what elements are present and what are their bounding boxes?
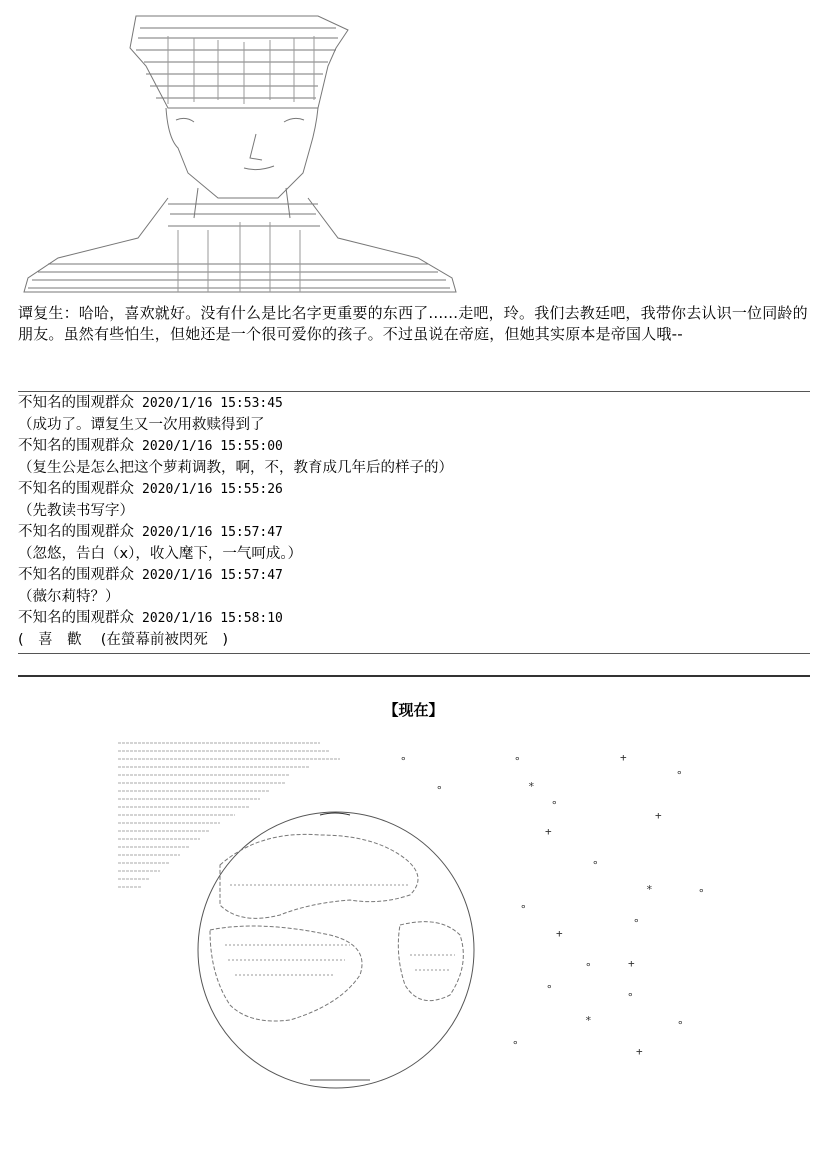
star-icon: ° (514, 755, 521, 768)
star-icon: ° (676, 769, 683, 782)
star-icon: ° (627, 991, 634, 1004)
comment-text: （忽悠，告白（x），收入麾下，一气呵成。） (18, 545, 303, 562)
comment-author: 不知名的围观群众 (18, 438, 134, 454)
comment (18, 479, 813, 522)
star-icon: ° (585, 961, 592, 974)
comment-text: ( 喜 歡 (在螢幕前被閃死 ) (18, 631, 229, 648)
comment (18, 608, 813, 651)
star-icon: ° (520, 903, 527, 916)
star-icon: + (636, 1045, 643, 1058)
star-icon: * (646, 883, 653, 896)
comment-time: 2020/1/16 15:55:00 (142, 439, 283, 454)
star-icon: ° (546, 983, 553, 996)
planet-starfield-art (110, 735, 720, 1095)
comment-time: 2020/1/16 15:57:47 (142, 568, 283, 583)
star-icon: + (545, 825, 552, 838)
dialogue-text: 谭复生：哈哈，喜欢就好。没有什么是比名字更重要的东西了......走吧，玲。我们去教廷吧，我带你去认识一位同龄的朋友。虽然有些怕生，但她还是一个很可爱你的孩子。不过虽说在帝庭，但她其实原本是帝国人哦-- (18, 304, 808, 343)
comment-list (18, 393, 813, 651)
comment-text: （成功了。谭复生又一次用救赎得到了 (18, 416, 265, 433)
star-icon: ° (436, 784, 443, 797)
star-icon: ° (551, 799, 558, 812)
comment-text: （薇尔莉特？） (18, 588, 120, 605)
comment-author: 不知名的围观群众 (18, 610, 134, 626)
comment-author: 不知名的围观群众 (18, 524, 134, 540)
section-title: 【现在】 (383, 701, 444, 719)
comment-author: 不知名的围观群众 (18, 481, 134, 497)
comment (18, 522, 813, 565)
comment-author: 不知名的围观群众 (18, 567, 134, 583)
star-icon: ° (512, 1039, 519, 1052)
star-icon: ° (677, 1019, 684, 1032)
star-icon: + (655, 809, 662, 822)
comment (18, 436, 813, 479)
star-icon: ° (400, 755, 407, 768)
star-icon: ° (698, 887, 705, 900)
star-icon: * (585, 1014, 592, 1027)
comment (18, 393, 813, 436)
star-icon: + (628, 957, 635, 970)
divider (18, 391, 810, 392)
comment-author: 不知名的围观群众 (18, 395, 134, 411)
star-icon: ° (633, 917, 640, 930)
divider (18, 675, 810, 677)
divider (18, 653, 810, 654)
comment-time: 2020/1/16 15:53:45 (142, 396, 283, 411)
star-icon: * (528, 780, 535, 793)
star-icon: + (556, 927, 563, 940)
comment-time: 2020/1/16 15:58:10 (142, 611, 283, 626)
comment-text: （先教读书写字） (18, 502, 134, 519)
comment-time: 2020/1/16 15:57:47 (142, 525, 283, 540)
comment (18, 565, 813, 608)
comment-time: 2020/1/16 15:55:26 (142, 482, 283, 497)
comment-text: （复生公是怎么把这个萝莉调教，啊，不，教育成几年后的样子的） (18, 459, 453, 476)
star-icon: + (620, 751, 627, 764)
star-icon: ° (592, 859, 599, 872)
character-portrait-art (18, 8, 458, 300)
